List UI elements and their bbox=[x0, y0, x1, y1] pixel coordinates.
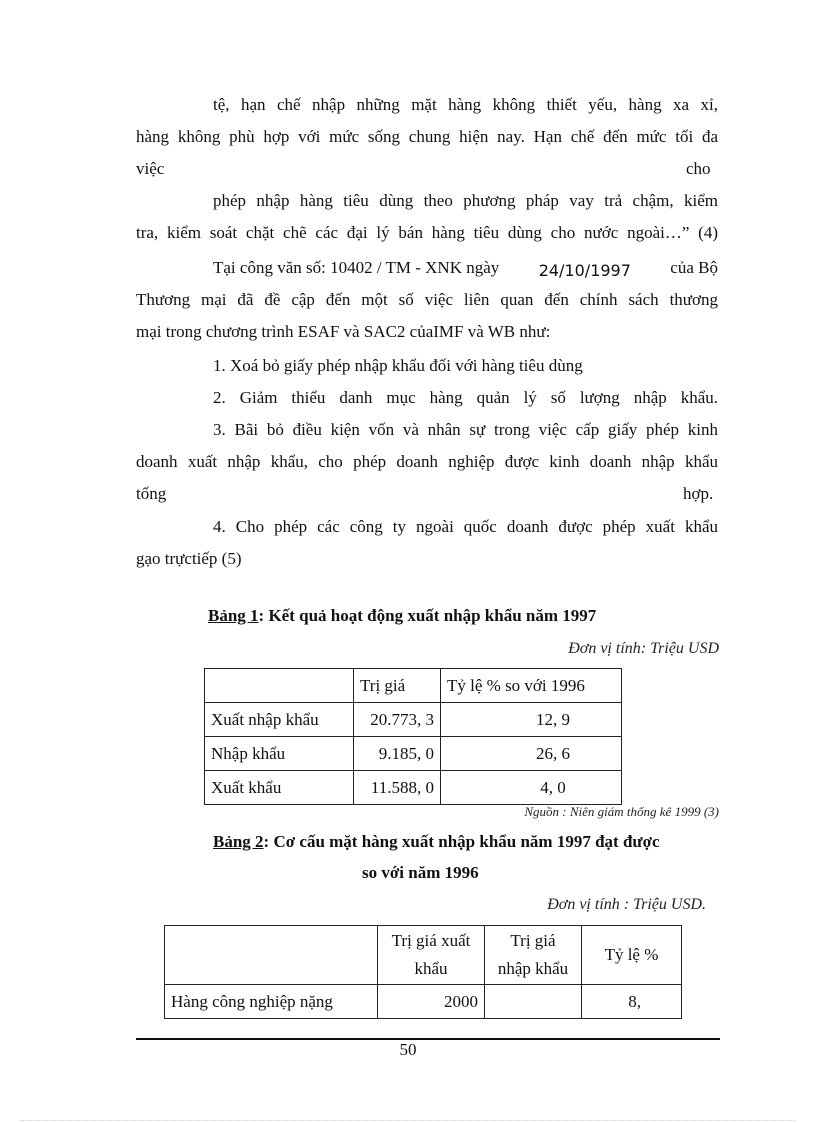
table-row bbox=[165, 985, 682, 1019]
list-item-3-line-3-left: tổng bbox=[136, 484, 167, 503]
p2-line-3: mại trong chương trình ESAF và SAC2 củaIMF và WB như: bbox=[136, 322, 551, 341]
p1-line-4: phép nhập hàng tiêu dùng theo phương pháp vay trả chậm, kiểm bbox=[213, 191, 718, 210]
table1-caption-text: : Kết quả hoạt động xuất nhập khẩu năm 1997 bbox=[258, 606, 597, 625]
table-row bbox=[205, 771, 622, 805]
table-header-row bbox=[165, 926, 682, 985]
table2-caption-line-1 bbox=[213, 832, 660, 852]
p2-text-b: của Bộ bbox=[670, 258, 718, 277]
table2-cell bbox=[485, 985, 582, 1019]
p1-line-2: hàng không phù hợp với mức sống chung hiện nay. Hạn chế đến mức tối đa bbox=[136, 127, 718, 146]
table2-header-2 bbox=[485, 926, 582, 985]
table1-cell: 12, 9 bbox=[441, 703, 622, 737]
table2-caption-label: Bảng 2 bbox=[213, 832, 264, 851]
p2-text-a: Tại công văn số: 10402 / TM - XNK ngày bbox=[213, 258, 500, 277]
list-item-4-line-1: 4. Cho phép các công ty ngoài quốc doanh được phép xuất khẩu bbox=[213, 517, 718, 536]
table2-header-2-line-2: nhập khẩu bbox=[497, 959, 569, 978]
table1-cell: Nhập khẩu bbox=[205, 737, 354, 771]
list-item-3-line-1: 3. Bãi bỏ điều kiện vốn và nhân sự trong việc cấp giấy phép kinh bbox=[213, 420, 718, 439]
table1-caption-label: Bảng 1 bbox=[208, 606, 259, 625]
table1-cell: Xuất nhập khẩu bbox=[205, 703, 354, 737]
page-number: 50 bbox=[399, 1040, 417, 1059]
p2-line-2: Thương mại đã đề cập đến một số việc liên quan đến chính sách thương bbox=[136, 290, 718, 309]
table2-cell: Hàng công nghiệp nặng bbox=[165, 985, 378, 1019]
table2-header-1 bbox=[378, 926, 485, 985]
table2-caption-text: : Cơ cấu mặt hàng xuất nhập khẩu năm 1997 đạt được bbox=[263, 832, 660, 851]
table1-cell: 9.185, 0 bbox=[354, 737, 441, 771]
page-bottom-border bbox=[20, 1120, 796, 1121]
p2-date: 24/10/1997 bbox=[538, 261, 631, 280]
p1-line-3-left: việc bbox=[136, 159, 165, 178]
table2-header-2-line-1: Trị giá bbox=[510, 931, 556, 950]
table1 bbox=[204, 668, 622, 805]
table1-cell: 20.773, 3 bbox=[354, 703, 441, 737]
table1-header-0 bbox=[205, 669, 354, 703]
list-item-4-line-2: gạo trựctiếp (5) bbox=[136, 549, 242, 568]
p2-line-1 bbox=[213, 258, 718, 278]
table2-cell: 2000 bbox=[378, 985, 485, 1019]
table1-cell: 4, 0 bbox=[441, 771, 622, 805]
table1-header-1: Trị giá bbox=[354, 669, 441, 703]
list-item-1: 1. Xoá bỏ giấy phép nhập khẩu đối với hàng tiêu dùng bbox=[213, 356, 583, 375]
table2-header-1-line-1: Trị giá xuất bbox=[391, 931, 471, 950]
table1-header-2: Tỷ lệ % so với 1996 bbox=[441, 669, 622, 703]
table2 bbox=[164, 925, 682, 1019]
table1-cell: 11.588, 0 bbox=[354, 771, 441, 805]
table1-cell: 26, 6 bbox=[441, 737, 622, 771]
list-item-2: 2. Giảm thiểu danh mục hàng quản lý số lượng nhập khẩu. bbox=[213, 388, 718, 407]
table1-source: Nguồn : Niên giám thống kê 1999 (3) bbox=[524, 804, 719, 819]
list-item-3-line-2: doanh xuất nhập khẩu, cho phép doanh nghiệp được kinh doanh nhập khẩu bbox=[136, 452, 718, 471]
table-row bbox=[205, 703, 622, 737]
p1-line-3-right: cho bbox=[686, 159, 711, 178]
table2-cell: 8, bbox=[582, 985, 682, 1019]
table2-header-0 bbox=[165, 926, 378, 985]
table2-header-3: Tỷ lệ % bbox=[582, 926, 682, 985]
p1-line-5: tra, kiểm soát chặt chẽ các đại lý bán hàng tiêu dùng cho nước ngoài…” (4) bbox=[136, 223, 718, 242]
list-item-3-line-3-right: hợp. bbox=[683, 484, 714, 503]
table2-header-1-line-2: khẩu bbox=[414, 959, 448, 978]
table1-cell: Xuất khẩu bbox=[205, 771, 354, 805]
table1-caption bbox=[208, 606, 596, 626]
table2-caption-line-2: so với năm 1996 bbox=[362, 863, 479, 882]
table1-unit: Đơn vị tính: Triệu USD bbox=[568, 640, 719, 657]
p1-line-1: tệ, hạn chế nhập những mặt hàng không thiết yếu, hàng xa xỉ, bbox=[213, 95, 718, 114]
table2-unit: Đơn vị tính : Triệu USD. bbox=[547, 896, 706, 913]
table-header-row bbox=[205, 669, 622, 703]
table-row bbox=[205, 737, 622, 771]
